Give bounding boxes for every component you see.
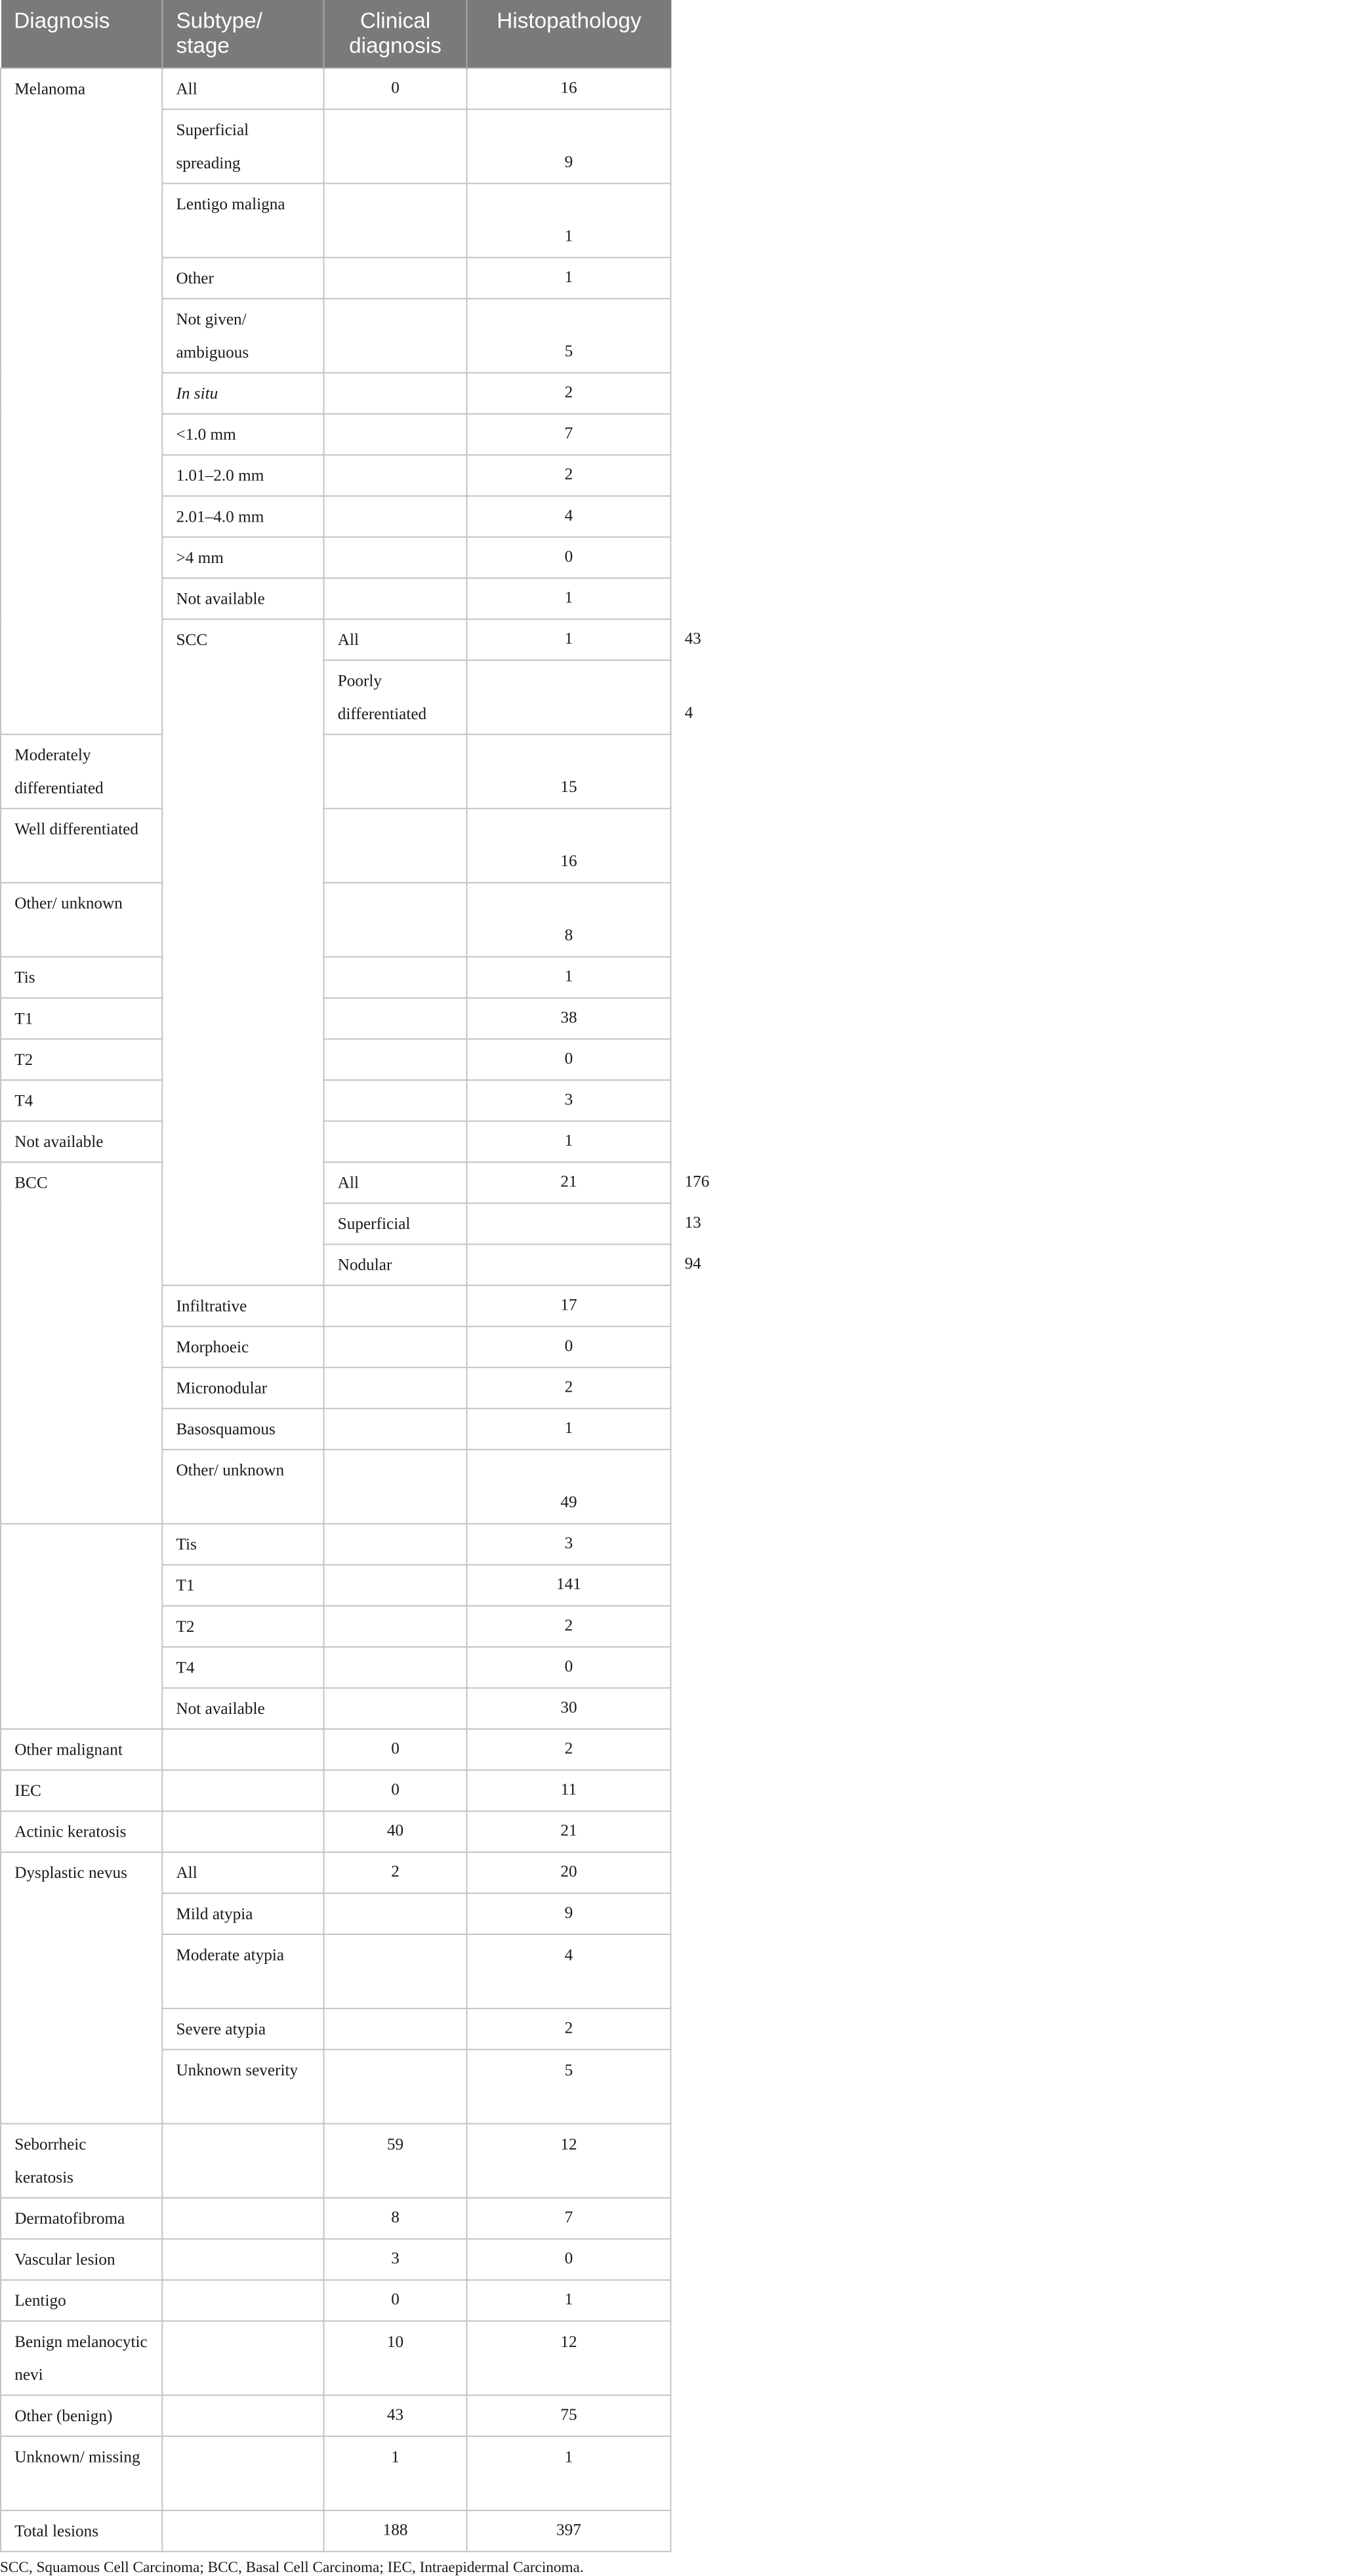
table-header [1, 0, 670, 68]
histopathology-cell: 0 [467, 537, 671, 579]
histopathology-cell: 5 [467, 299, 671, 373]
subtype-cell: T2 [1, 1039, 162, 1081]
clinical-cell: 0 [324, 2280, 467, 2321]
header-clinical-diagnosis: Clinical diagnosis [324, 0, 467, 68]
histopathology-cell: 4 [467, 1934, 671, 2008]
clinical-cell [324, 1039, 467, 1081]
clinical-cell [324, 1285, 467, 1327]
histopathology-cell: 1 [467, 578, 671, 619]
subtype-cell [162, 2436, 323, 2510]
clinical-cell [324, 998, 467, 1039]
subtype-cell: In situ [162, 373, 323, 414]
histopathology-cell: 2 [467, 2008, 671, 2050]
subtype-cell: Not given/ ambiguous [162, 299, 323, 373]
clinical-cell [324, 1893, 467, 1934]
clinical-cell [324, 1327, 467, 1368]
table-row [1, 2239, 670, 2280]
table-row [1, 2510, 670, 2552]
table-row [1, 1852, 670, 1894]
diagnosis-cell: Actinic keratosis [1, 1811, 162, 1852]
table-row [1, 1811, 670, 1852]
table-row [1, 998, 670, 1039]
histopathology-cell: 75 [467, 2395, 671, 2436]
table-row [1, 1080, 670, 1121]
clinical-cell [324, 883, 467, 957]
diagnosis-cell: Dysplastic nevus [1, 1852, 162, 2124]
subtype-cell: Moderate atypia [162, 1934, 323, 2008]
histopathology-cell: 16 [467, 68, 671, 110]
subtype-cell: All [324, 1162, 467, 1203]
clinical-cell: 188 [324, 2510, 467, 2552]
table-row: Nodular 94 [1, 1244, 670, 1285]
table-row [1, 957, 670, 998]
table-body [1, 68, 710, 2552]
histopathology-cell: 0 [467, 1647, 671, 1688]
subtype-cell: Infiltrative [162, 1285, 323, 1327]
histopathology-cell: 11 [467, 1770, 671, 1812]
subtype-cell: T4 [162, 1647, 323, 1688]
clinical-cell [324, 455, 467, 496]
histopathology-cell: 397 [467, 2510, 671, 2552]
table-row [1, 2280, 670, 2321]
diagnosis-cell: SCC [162, 619, 323, 1285]
clinical-cell: 1 [467, 619, 671, 661]
subtype-cell: Not available [162, 578, 323, 619]
diagnosis-cell: Vascular lesion [1, 2239, 162, 2280]
histopathology-cell: 20 [467, 1852, 671, 1894]
subtype-cell [162, 2395, 323, 2436]
histopathology-cell: 21 [467, 1811, 671, 1852]
table-row [1, 2395, 670, 2436]
subtype-cell: Other/ unknown [1, 883, 162, 957]
table-row: Superficial 13 [1, 1203, 670, 1245]
clinical-cell [324, 1565, 467, 1606]
table-row: BCC All 21 176 [1, 1162, 670, 1203]
table-row [1, 1524, 670, 1565]
header-row [1, 0, 670, 68]
diagnosis-cell: Benign melanocytic nevi [1, 2321, 162, 2395]
diagnosis-cell: BCC [1, 1162, 162, 1524]
clinical-cell: 8 [324, 2198, 467, 2239]
clinical-cell [324, 2050, 467, 2124]
subtype-cell [162, 2124, 323, 2198]
subtype-cell: Poorly differentiated [324, 660, 467, 734]
subtype-cell: Unknown severity [162, 2050, 323, 2124]
subtype-cell [162, 2321, 323, 2395]
clinical-cell [324, 1121, 467, 1163]
histopathology-cell: 5 [467, 2050, 671, 2124]
diagnosis-cell: Other (benign) [1, 2395, 162, 2436]
subtype-cell [162, 2239, 323, 2280]
clinical-cell [467, 1203, 671, 1245]
clinical-cell: 0 [324, 1729, 467, 1770]
histopathology-cell: 1 [467, 1409, 671, 1450]
histopathology-cell: 2 [467, 373, 671, 414]
header-diagnosis: Diagnosis [1, 0, 162, 68]
clinical-cell [324, 734, 467, 808]
histopathology-cell: 38 [467, 998, 671, 1039]
table-row [1, 883, 670, 957]
subtype-cell: Superficial [324, 1203, 467, 1245]
table-row [1, 2198, 670, 2239]
table-row [1, 68, 670, 110]
clinical-cell [467, 1244, 671, 1285]
clinical-cell [324, 496, 467, 537]
histopathology-cell: 3 [467, 1080, 671, 1121]
subtype-cell: All [324, 619, 467, 661]
subtype-cell: Basosquamous [162, 1409, 323, 1450]
subtype-cell: Well differentiated [1, 808, 162, 883]
clinical-cell: 21 [467, 1162, 671, 1203]
clinical-cell: 59 [324, 2124, 467, 2198]
diagnosis-cell: Other malignant [1, 1729, 162, 1770]
header-subtype-stage: Subtype/ stage [162, 0, 323, 68]
diagnosis-cell: Lentigo [1, 2280, 162, 2321]
subtype-cell: Lentigo maligna [162, 184, 323, 258]
diagnosis-cell: Melanoma [1, 68, 162, 734]
subtype-cell: T2 [162, 1606, 323, 1647]
histopathology-cell: 17 [467, 1285, 671, 1327]
subtype-cell: 1.01–2.0 mm [162, 455, 323, 496]
histopathology-cell: 30 [467, 1688, 671, 1730]
subtype-cell: <1.0 mm [162, 414, 323, 455]
histopathology-cell: 15 [467, 734, 671, 808]
subtype-cell: Superficial spreading [162, 110, 323, 184]
histopathology-cell: 1 [467, 957, 671, 998]
clinical-cell [324, 537, 467, 579]
subtype-cell [162, 1770, 323, 1812]
histopathology-cell: 49 [467, 1449, 671, 1524]
clinical-cell [324, 414, 467, 455]
clinical-cell [324, 1524, 467, 1565]
histopathology-cell: 3 [467, 1524, 671, 1565]
histopathology-cell: 1 [467, 2280, 671, 2321]
table-row [1, 2436, 670, 2510]
histopathology-cell: 0 [467, 2239, 671, 2280]
histopathology-cell: 9 [467, 1893, 671, 1934]
subtype-cell: Morphoeic [162, 1327, 323, 1368]
table-row [1, 1121, 670, 1163]
clinical-cell: 43 [324, 2395, 467, 2436]
table-row [1, 2124, 670, 2198]
clinical-cell [467, 660, 671, 734]
clinical-cell [324, 2008, 467, 2050]
subtype-cell: Tis [1, 957, 162, 998]
subtype-cell: Nodular [324, 1244, 467, 1285]
clinical-cell [324, 373, 467, 414]
subtype-cell: >4 mm [162, 537, 323, 579]
histopathology-cell: 2 [467, 1729, 671, 1770]
diagnosis-cell: Total lesions [1, 2510, 162, 2552]
table-row [1, 1770, 670, 1812]
histopathology-cell: 1 [467, 184, 671, 258]
diagnosis-cell [1, 1524, 162, 1729]
clinical-cell [324, 258, 467, 299]
clinical-cell [324, 808, 467, 883]
table-row [1, 2321, 670, 2395]
subtype-cell: Not available [1, 1121, 162, 1163]
clinical-cell: 2 [324, 1852, 467, 1894]
subtype-cell: T1 [1, 998, 162, 1039]
clinical-cell [324, 1409, 467, 1450]
histopathology-cell: 12 [467, 2321, 671, 2395]
histopathology-cell: 0 [467, 1039, 671, 1081]
histopathology-cell: 7 [467, 2198, 671, 2239]
clinical-cell [324, 1647, 467, 1688]
subtype-cell [162, 1729, 323, 1770]
subtype-cell [162, 2510, 323, 2552]
subtype-cell: Moderately differentiated [1, 734, 162, 808]
subtype-cell: Severe atypia [162, 2008, 323, 2050]
subtype-cell: Tis [162, 1524, 323, 1565]
histopathology-cell: 16 [467, 808, 671, 883]
subtype-cell: All [162, 68, 323, 110]
histopathology-cell: 2 [467, 1606, 671, 1647]
subtype-cell: Other/ unknown [162, 1449, 323, 1524]
clinical-cell [324, 1080, 467, 1121]
clinical-cell: 40 [324, 1811, 467, 1852]
histopathology-cell: 1 [467, 258, 671, 299]
subtype-cell: 2.01–4.0 mm [162, 496, 323, 537]
subtype-cell: T4 [1, 1080, 162, 1121]
histopathology-cell: 1 [467, 1121, 671, 1163]
clinical-cell: 1 [324, 2436, 467, 2510]
diagnosis-cell: Dermatofibroma [1, 2198, 162, 2239]
clinical-cell [324, 110, 467, 184]
clinical-cell [324, 957, 467, 998]
clinical-cell [324, 1606, 467, 1647]
subtype-cell: T1 [162, 1565, 323, 1606]
table-row [1, 1729, 670, 1770]
clinical-cell: 0 [324, 1770, 467, 1812]
clinical-cell [324, 1367, 467, 1409]
subtype-cell [162, 1811, 323, 1852]
table-row: SCC All 1 43 [1, 619, 670, 661]
subtype-cell: All [162, 1852, 323, 1894]
histopathology-cell: 4 [467, 496, 671, 537]
diagnosis-cell: IEC [1, 1770, 162, 1812]
table-row: Poorly differentiated 4 [1, 660, 670, 734]
histopathology-cell: 7 [467, 414, 671, 455]
histopathology-cell: 2 [467, 1367, 671, 1409]
histopathology-cell: 1 [467, 2436, 671, 2510]
clinical-cell [324, 1688, 467, 1730]
clinical-cell [324, 1934, 467, 2008]
table-row [1, 1039, 670, 1081]
subtype-cell: Other [162, 258, 323, 299]
clinical-cell [324, 299, 467, 373]
subtype-cell: Not available [162, 1688, 323, 1730]
histopathology-cell: 2 [467, 455, 671, 496]
subtype-cell [162, 2280, 323, 2321]
clinical-cell: 10 [324, 2321, 467, 2395]
diagnosis-cell: Unknown/ missing [1, 2436, 162, 2510]
subtype-cell: Micronodular [162, 1367, 323, 1409]
histopathology-cell: 9 [467, 110, 671, 184]
histopathology-cell: 8 [467, 883, 671, 957]
clinical-cell [324, 184, 467, 258]
clinical-cell: 0 [324, 68, 467, 110]
subtype-cell [162, 2198, 323, 2239]
histopathology-cell: 12 [467, 2124, 671, 2198]
table-footnote: SCC, Squamous Cell Carcinoma; BCC, Basal Cell Carcinoma; IEC, Intraepidermal Carcinoma. [0, 2560, 584, 2576]
histopathology-cell: 0 [467, 1327, 671, 1368]
histopathology-cell: 141 [467, 1565, 671, 1606]
header-histopathology: Histopathology [467, 0, 671, 68]
diagnosis-cell: Seborrheic keratosis [1, 2124, 162, 2198]
clinical-cell: 3 [324, 2239, 467, 2280]
table-row [1, 808, 670, 883]
clinical-cell [324, 1449, 467, 1524]
table-row [1, 734, 670, 808]
subtype-cell: Mild atypia [162, 1893, 323, 1934]
clinical-cell [324, 578, 467, 619]
